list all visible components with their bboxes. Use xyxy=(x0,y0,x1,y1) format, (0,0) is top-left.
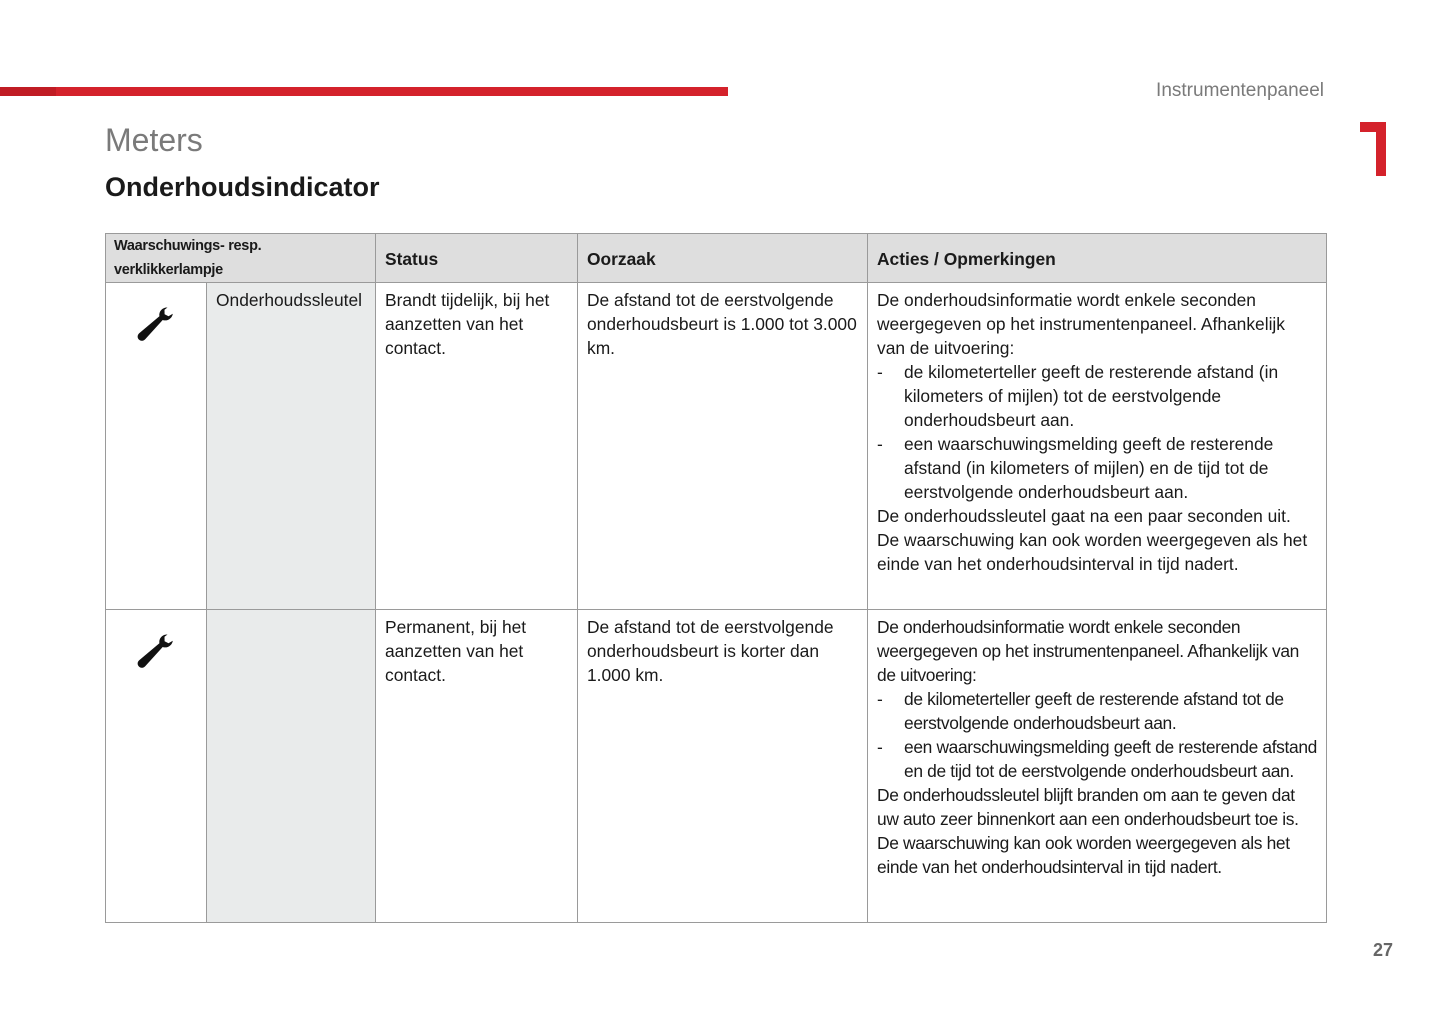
chapter-number: 1 xyxy=(1375,158,1377,159)
status-cell: Permanent, bij het aanzetten van het contact. xyxy=(376,610,578,923)
list-item-text: de kilometerteller geeft de resterende afstand tot de eerstvolgende onderhoudsbeurt aan. xyxy=(904,689,1284,733)
actions-outro: De onderhoudssleutel blijft branden om aan te geven dat uw auto zeer binnenkort aan een onderhoudsbeurt toe is. De waarschuwing kan ook worden weergegeven als het einde van het onderhoudsinterval in tijd nadert. xyxy=(877,785,1299,877)
section-title: Instrumentenpaneel xyxy=(1156,80,1324,101)
actions-cell xyxy=(868,610,1327,923)
list-item: - de kilometerteller geeft de resterende afstand tot de eerstvolgende onderhoudsbeurt aan. xyxy=(877,689,1284,733)
page-number: 27 xyxy=(1373,940,1394,960)
header-lamp: Waarschuwings- resp. verklikkerlampje xyxy=(106,234,376,283)
maintenance-indicator-table xyxy=(105,233,1327,923)
cause-cell: De afstand tot de eerstvolgende onderhoudsbeurt is korter dan 1.000 km. xyxy=(578,610,868,923)
icon-cell xyxy=(106,610,207,923)
actions-cell xyxy=(868,283,1327,610)
page-subtitle: Onderhoudsindicator xyxy=(105,172,380,202)
list-item-text: een waarschuwingsmelding geeft de resterende afstand (in kilometers of mijlen) en de tijd tot de eerstvolgende onderhoudsbeurt aan. xyxy=(904,434,1274,502)
list-item-text: de kilometerteller geeft de resterende afstand (in kilometers of mijlen) tot de eerstvolgende onderhoudsbeurt aan. xyxy=(904,362,1279,430)
actions-intro: De onderhoudsinformatie wordt enkele seconden weergegeven op het instrumentenpaneel. Afhankelijk van de uitvoering: xyxy=(877,617,1299,685)
status-cell: Brandt tijdelijk, bij het aanzetten van het contact. xyxy=(376,283,578,610)
icon-cell xyxy=(106,283,207,610)
list-item: - een waarschuwingsmelding geeft de resterende afstand en de tijd tot de eerstvolgende onderhoudsbeurt aan. xyxy=(877,737,1317,781)
page-title: Meters xyxy=(105,122,203,158)
actions-outro: De onderhoudssleutel gaat na een paar seconden uit. De waarschuwing kan ook worden weergegeven als het einde van het onderhoudsinterval in tijd nadert. xyxy=(877,506,1308,574)
table-row xyxy=(106,283,1327,610)
header-accent-bar-start xyxy=(0,87,56,96)
list-item-text: een waarschuwingsmelding geeft de resterende afstand en de tijd tot de eerstvolgende onderhoudsbeurt aan. xyxy=(904,737,1317,781)
cause-cell: De afstand tot de eerstvolgende onderhoudsbeurt is 1.000 tot 3.000 km. xyxy=(578,283,868,610)
table-header-row xyxy=(106,234,1327,283)
lamp-label-cell xyxy=(207,610,376,923)
header-accent-bar xyxy=(0,87,728,96)
actions-list xyxy=(877,360,1317,504)
header-status: Status xyxy=(376,234,578,283)
actions-list xyxy=(877,687,1317,783)
wrench-icon xyxy=(134,632,178,670)
wrench-icon xyxy=(134,305,178,343)
header-cause: Oorzaak xyxy=(578,234,868,283)
lamp-label-cell: Onderhoudssleutel xyxy=(207,283,376,610)
chapter-number-badge xyxy=(1356,118,1396,180)
header-actions: Acties / Opmerkingen xyxy=(868,234,1327,283)
list-item: - de kilometerteller geeft de resterende afstand (in kilometers of mijlen) tot de eerstvolgende onderhoudsbeurt aan. xyxy=(877,362,1279,430)
list-item: - een waarschuwingsmelding geeft de resterende afstand (in kilometers of mijlen) en de tijd tot de eerstvolgende onderhoudsbeurt aan. xyxy=(877,434,1274,502)
actions-intro: De onderhoudsinformatie wordt enkele seconden weergegeven op het instrumentenpaneel. Afhankelijk van de uitvoering: xyxy=(877,290,1285,358)
table-row xyxy=(106,610,1327,923)
